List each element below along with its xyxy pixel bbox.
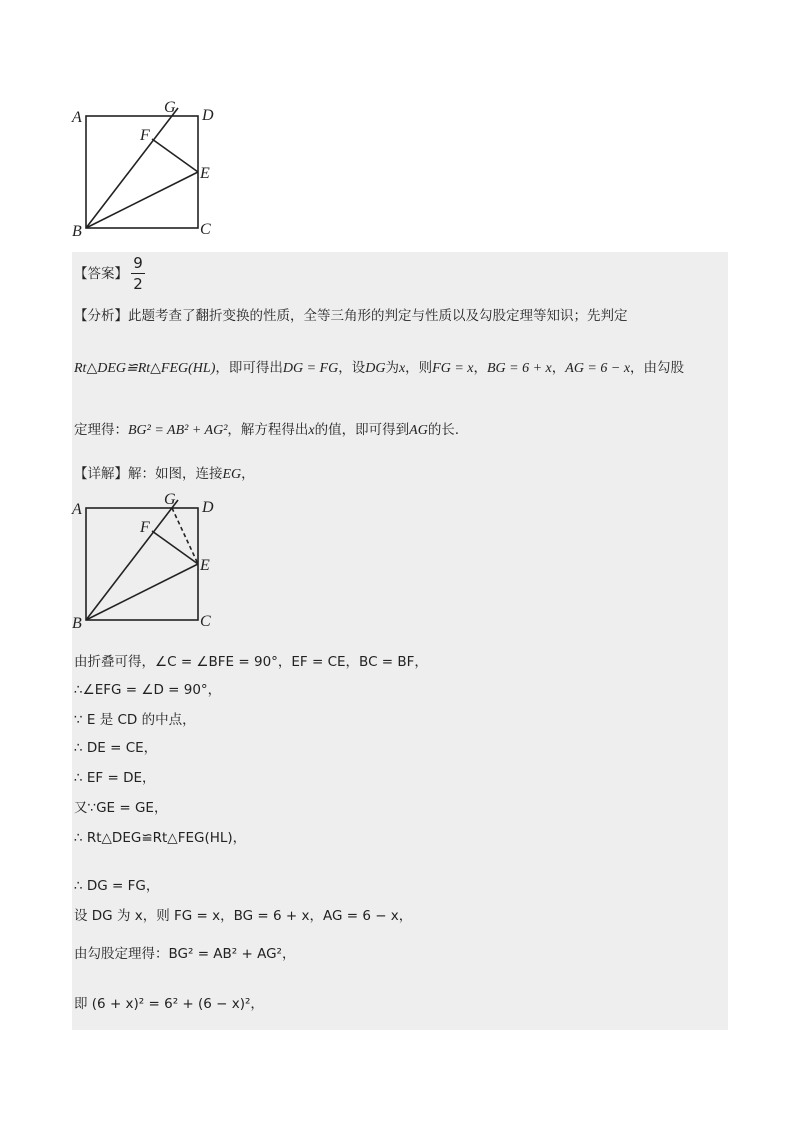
detail-step: ∴ DG = FG，	[74, 878, 160, 894]
text: 的值，即可得到	[314, 422, 410, 438]
text: 的长.	[427, 422, 460, 438]
math: DG	[365, 361, 386, 376]
label-d: D	[202, 499, 214, 516]
text: 为	[385, 360, 399, 376]
answer-tag: 【答案】	[74, 266, 128, 282]
fraction-bar	[131, 273, 145, 274]
figure-square-fold-connected	[60, 488, 230, 638]
label-f: F	[140, 127, 150, 144]
segment-bg	[86, 108, 178, 228]
analysis-line-2	[74, 358, 684, 379]
label-g: G	[164, 99, 176, 116]
math: AG	[409, 423, 428, 438]
label-a: A	[72, 501, 82, 518]
text: ，	[551, 360, 566, 376]
detail-step: ∴ DE = CE，	[74, 740, 158, 756]
text: ，	[241, 466, 255, 482]
segment-bg	[86, 500, 178, 620]
answer-numerator: 9	[133, 254, 143, 272]
analysis-line-1	[74, 306, 628, 326]
math: FG = x	[432, 361, 474, 376]
detail-step: ∴ EF = DE，	[74, 770, 156, 786]
segment-fe	[152, 139, 198, 172]
math: x	[308, 423, 315, 438]
label-c: C	[200, 613, 211, 630]
detail-step: 设 DG 为 x，则 FG = x，BG = 6 + x，AG = 6 − x，	[74, 908, 413, 924]
detail-step: ∴ Rt△DEG≌Rt△FEG(HL)，	[74, 830, 247, 846]
segment-be	[86, 172, 198, 228]
text: ，解方程得出	[227, 422, 309, 438]
label-d: D	[202, 107, 214, 124]
answer-denominator: 2	[133, 275, 143, 293]
text: 定理得：	[74, 422, 128, 438]
detail-step: ∴∠EFG = ∠D = 90°，	[74, 682, 222, 698]
text: ，	[473, 360, 487, 376]
analysis-tag: 【分析】	[74, 308, 128, 324]
detail-step: ∵ E 是 CD 的中点，	[74, 712, 196, 728]
math-congruence: Rt△DEG≌Rt△FEG(HL)	[74, 361, 216, 376]
label-g: G	[164, 491, 176, 508]
detail-tag: 【详解】	[74, 466, 128, 482]
text: 解：如图，连接	[128, 466, 223, 482]
label-e: E	[200, 165, 210, 182]
text: ，设	[338, 360, 366, 376]
label-c: C	[200, 221, 211, 238]
label-f: F	[140, 519, 150, 536]
text: ，即可得出	[215, 360, 283, 376]
math-pythagoras: BG² = AB² + AG²	[128, 423, 228, 438]
analysis-line-3	[74, 420, 459, 441]
text: ，则	[405, 360, 433, 376]
label-e: E	[200, 557, 210, 574]
detail-step: 又∵GE = GE，	[74, 800, 168, 816]
label-b: B	[72, 615, 82, 632]
math: x	[398, 361, 406, 376]
math: EG	[222, 467, 242, 482]
detail-step: 即 (6 + x)² = 6² + (6 − x)²，	[74, 996, 264, 1012]
answer-fraction	[131, 254, 145, 293]
math: AG = 6 − x	[565, 361, 631, 376]
figure-square-fold	[60, 96, 230, 246]
detail-step: 由勾股定理得：BG² = AB² + AG²，	[74, 946, 296, 962]
math: DG = FG	[282, 361, 339, 376]
detail-step: 由折叠可得，∠C = ∠BFE = 90°，EF = CE，BC = BF，	[74, 654, 428, 670]
label-a: A	[72, 109, 82, 126]
math: BG = 6 + x	[486, 361, 552, 376]
label-b: B	[72, 223, 82, 240]
text: ，由勾股	[630, 360, 685, 376]
segment-be	[86, 564, 198, 620]
analysis-text: 此题考查了翻折变换的性质，全等三角形的判定与性质以及勾股定理等知识；先判定	[128, 308, 628, 324]
detail-line-1	[74, 464, 255, 485]
